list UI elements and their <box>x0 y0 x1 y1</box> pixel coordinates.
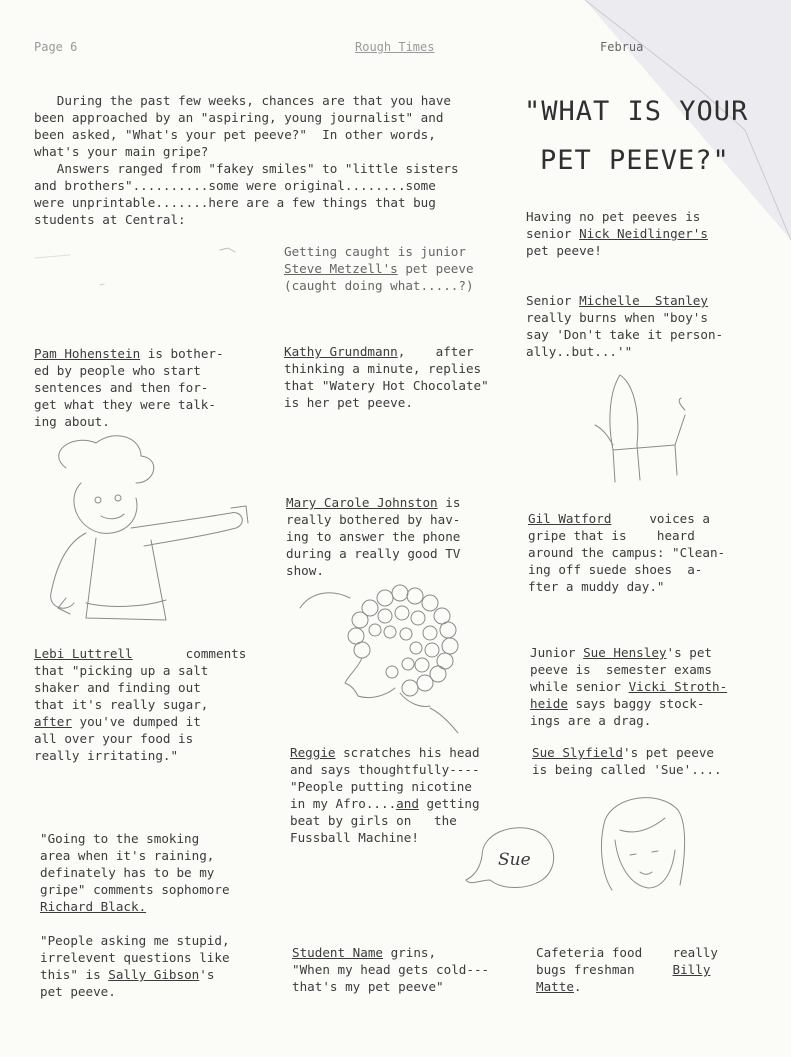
headline-line-2: PET PEEVE?" <box>540 145 730 176</box>
slyfield-name: Sue Slyfield <box>532 745 623 760</box>
sue-hensley-name: Sue Hensley <box>583 645 667 660</box>
billy-paragraph <box>536 944 718 995</box>
lebi-paragraph <box>34 645 246 764</box>
student-name: Student Name <box>292 945 383 960</box>
michelle-paragraph <box>526 292 723 360</box>
nick-name: Nick Neidlinger's <box>579 226 708 241</box>
nick-paragraph <box>526 208 708 259</box>
steve-paragraph <box>284 243 474 294</box>
slyfield-paragraph <box>532 744 722 778</box>
billy-text-2: . <box>573 979 582 994</box>
michelle-name: Michelle Stanley <box>579 293 708 308</box>
nick-text: Having no pet peeves is senior <box>526 209 701 241</box>
lebi-text-2: you've dumped it all over your food is really irritating." <box>34 714 201 763</box>
gil-paragraph <box>528 510 725 595</box>
lebi-name: Lebi Luttrell <box>34 646 133 661</box>
reggie-text-2: getting beat by girls on the Fussball Machine! <box>290 796 480 845</box>
billy-text: Cafeteria food really bugs freshman <box>536 945 718 977</box>
sue-text-3: says baggy stock- ings are a drag. <box>530 696 705 728</box>
issue-date: Februa <box>600 40 644 54</box>
sue-hensley-paragraph <box>530 644 727 729</box>
steve-text: Getting caught is junior <box>284 244 466 259</box>
vicki-name: Vicki Stroth- heide <box>530 679 728 711</box>
gil-name: Gil Watford <box>528 511 612 526</box>
reggie-name: Reggie <box>290 745 336 760</box>
michelle-text-2: really burns when "boy's say 'Don't take it person- ally..but...'" <box>526 310 724 359</box>
mary-paragraph <box>286 494 460 579</box>
pam-name: Pam Hohenstein <box>34 346 141 361</box>
richard-paragraph <box>40 830 230 915</box>
reggie-and: and <box>396 796 419 811</box>
kathy-name: Kathy Grundmann <box>284 344 398 359</box>
sally-paragraph <box>40 932 230 1000</box>
reggie-paragraph <box>290 744 480 846</box>
sally-name: Sally Gibson <box>108 967 200 982</box>
reggie-text: scratches his head and says thoughtfully---- "People putting nicotine in my Afro.... <box>290 745 480 811</box>
chef-illustration <box>26 428 256 643</box>
gil-text: voices a gripe that is heard around the campus: "Clean- ing off suede shoes a- fter a muddy day." <box>528 511 726 594</box>
kathy-paragraph <box>284 343 489 411</box>
nick-text-2: pet peeve! <box>526 243 602 258</box>
lebi-text: comments that "picking up a salt shaker and finding out that it's really sugar, <box>34 646 247 712</box>
student-paragraph <box>292 944 489 995</box>
steve-text-2: pet peeve (caught doing what.....?) <box>284 261 474 293</box>
sue-text-2: 's pet peeve is semester exams while senior <box>530 645 712 694</box>
sally-text-2: 's pet peeve. <box>40 967 215 999</box>
page-number: Page 6 <box>34 40 78 54</box>
pam-text: is bother- ed by people who start sentences and then for- get what they were talk- ing about. <box>34 346 224 429</box>
speech-bubble-text: Sue <box>498 850 531 870</box>
billy-name: Billy Matte <box>536 962 711 994</box>
paper-name: Rough Times <box>355 40 435 54</box>
pam-paragraph <box>34 345 224 430</box>
slyfield-text: 's pet peeve is being called 'Sue'.... <box>532 745 722 777</box>
afro-head-illustration <box>290 568 510 738</box>
mary-name: Mary Carole Johnston <box>286 495 438 510</box>
sue-text: Junior <box>530 645 584 660</box>
kathy-text: , after thinking a minute, replies that "Watery Hot Chocolate" is her pet peeve. <box>284 344 489 410</box>
mary-text: is really bothered by hav- ing to answer the phone during a really good TV show. <box>286 495 461 578</box>
sally-text: "People asking me stupid, irrelevent questions like this" is <box>40 933 230 982</box>
richard-text: "Going to the smoking area when it's raining, definately has to be my gripe" comments sophomore <box>40 831 230 897</box>
student-text: grins, "When my head gets cold--- that's my pet peeve" <box>292 945 490 994</box>
michelle-text: Senior <box>526 293 580 308</box>
intro-paragraph: During the past few weeks, chances are that you have been approached by an "aspiring, young journalist" and been asked, "What's your pet peeve?" In other words, what's your main gripe? Answers ranged from "fakey smiles" to "little sisters and brothers"..........some were original........some were unprintable.......here are a few things that bug students at Central: <box>34 93 459 227</box>
headline-line-1: "WHAT IS YOUR <box>524 96 749 127</box>
faint-sketch <box>30 240 260 300</box>
chair-illustration <box>585 370 700 495</box>
richard-name: Richard Black. <box>40 899 147 914</box>
girl-face-illustration <box>590 790 695 910</box>
lebi-after: after <box>34 714 72 729</box>
steve-name: Steve Metzell's <box>284 261 398 276</box>
